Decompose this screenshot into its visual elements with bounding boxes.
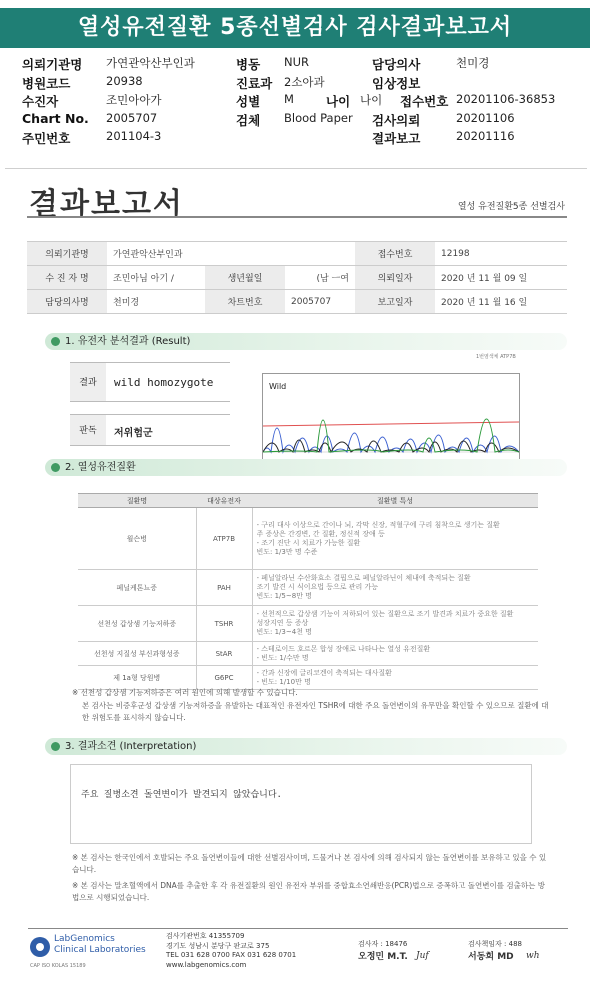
labgenomics-logo-icon (30, 937, 50, 957)
judgement-value: 저위험군 (114, 428, 153, 439)
chromatogram (262, 373, 520, 465)
result-key: 결과 (70, 363, 106, 401)
institution-value: 가연관악산부인과 (106, 56, 195, 70)
lab-logo-text (54, 934, 146, 956)
chromatogram-trace (263, 374, 519, 464)
disease-col-header: 질환명 (78, 494, 196, 508)
report-title-bar (0, 8, 590, 48)
technician-signature: Juf (416, 951, 429, 961)
dept-label: 진료과 (236, 75, 273, 91)
director-block (468, 939, 522, 962)
gene-name: PAH (196, 570, 252, 606)
cell-report-h: 보고일자 (355, 290, 435, 314)
cell-birth-v: (남 ㅡ여 (285, 266, 355, 290)
ward-value: NUR (284, 55, 310, 69)
cell-chart-v: 2005707 (285, 290, 355, 314)
technician-name: 오정민 M.T. (358, 952, 408, 962)
report-date-label: 결과보고 (372, 131, 421, 146)
chart-no-label: Chart No. (22, 110, 89, 126)
cell-request-v: 2020 년 11 월 09 일 (435, 266, 567, 290)
cell-birth-h: 생년월일 (205, 266, 285, 290)
interpretation-text: 주요 질병소견 돌연변이가 발견되지 않았습니다. (81, 790, 282, 800)
specimen-value: Blood Paper (284, 110, 353, 125)
lab-website: www.labgenomics.com (166, 960, 247, 969)
gene-name: StAR (196, 642, 252, 666)
section-result-header: 1. 유전자 분석결과 (Result) (45, 333, 567, 350)
chart-no-value: 2005707 (106, 110, 158, 125)
interpretation-box (70, 764, 532, 844)
cell-recipient-v: 조민아님 아기 / (107, 266, 205, 290)
lab-footer (28, 928, 568, 978)
report-sheet-subtitle: 열성 유전질환5종 선별검사 (457, 202, 565, 212)
ward-label: 병동 (236, 57, 261, 72)
footnote-screening: ※ 본 검사는 한국인에서 호발되는 주요 돌연변이들에 대한 선별검사이며, 드물거나 본 검사에 의해 검사되지 않는 돌연변이를 보유하고 있을 수 있습니다. (72, 853, 547, 874)
disease-traits: - 간과 신장에 글리코겐이 축적되는 대사질환 - 빈도: 1/10만 명 (252, 666, 538, 690)
disease-traits: - 선천적으로 갑상샘 기능이 저하되어 있는 질환으로 조기 발견과 치료가 중요한 질환 성장지연 등 증상 빈도: 1/3~4천 명 (252, 606, 538, 642)
technician-block (358, 939, 408, 962)
cell-institution-h: 의뢰기관명 (27, 242, 107, 266)
cell-doctor-h: 담당의사명 (27, 290, 107, 314)
cert-marks: CAP ISO KOLAS 15189 (30, 963, 86, 969)
age-label: 나이 (326, 94, 351, 109)
cell-doctor-v: 천미경 (107, 290, 205, 314)
logo-line2: Clinical Laboratories (54, 945, 146, 955)
institution-label: 의뢰기관명 (22, 57, 83, 72)
technician-label: 검사자 : 18476 (358, 940, 408, 948)
lab-reg-no: 검사기관번호 41355709 (166, 932, 245, 940)
patient-info-grid (22, 55, 582, 148)
lab-address (166, 932, 296, 970)
chromatogram-note: 1번염색체 ATP7B (476, 354, 516, 360)
disease-traits: - 스테로이드 호르몬 합성 장애로 나타나는 열성 유전질환 - 빈도: 1/수만 명 (252, 642, 538, 666)
cell-institution-v: 가연관악산부인과 (107, 242, 355, 266)
receipt-no-value: 20201106-36853 (456, 92, 556, 106)
gene-name: TSHR (196, 606, 252, 642)
patient-table (27, 241, 567, 314)
table-row (78, 570, 538, 606)
title-divider (27, 216, 567, 218)
disease-traits: - 구리 대사 이상으로 간이나 뇌, 각막 신장, 적혈구에 구리 침착으로 생기는 질환 주 증상은 간경변, 간 질환, 정신적 장애 등 - 조기 진단 시 치료가 가능한 질환 빈도: 1/3만 명 수준 (252, 508, 538, 570)
disease-name: 페닐케톤뇨증 (78, 570, 196, 606)
doctor-label: 담당의사 (372, 57, 421, 72)
logo-line1: LabGenomics (54, 934, 115, 944)
request-date-value: 20201106 (456, 110, 515, 125)
gene-name: G6PC (196, 666, 252, 690)
table-row (78, 508, 538, 570)
section-disease-header: 2. 열성유전질환 (45, 459, 567, 476)
disease-name: 선천성 지질성 부신과형성증 (78, 642, 196, 666)
footnote-method: ※ 본 검사는 말초혈액에서 DNA를 추출한 후 각 유전질환의 원인 유전자 부위를 중합효소연쇄반응(PCR)법으로 증폭하고 돌연변이를 검출하는 방법으로 시행되었습니다. (72, 881, 545, 902)
director-label: 검사책임자 : 488 (468, 940, 522, 948)
note-thyroid: ※ 선천성 갑상샘 기능저하증은 여러 원인에 의해 발생할 수 있습니다. (72, 688, 298, 697)
gene-name: ATP7B (196, 508, 252, 570)
rrn-value: 201104-3 (106, 129, 162, 143)
cell-receipt-h: 접수번호 (355, 242, 435, 266)
cell-receipt-v: 12198 (435, 242, 567, 266)
disease-traits: - 페닐알라닌 수산화효소 결핍으로 페닐알라닌이 체내에 축적되는 질환 조기 발견 시 식이요법 등으로 관리 가능 빈도: 1/5~8만 명 (252, 570, 538, 606)
sex-value: M (284, 92, 294, 106)
judgement-box (70, 414, 230, 446)
report-title: 열성유전질환 5종선별검사 검사결과보고서 (77, 15, 513, 40)
cell-chart-h: 차트번호 (205, 290, 285, 314)
cell-report-v: 2020 년 11 월 16 일 (435, 290, 567, 314)
recipient-label: 수진자 (22, 94, 59, 109)
gene-col-header: 대상유전자 (196, 494, 252, 508)
report-date-value: 20201116 (456, 129, 515, 143)
lab-phone: TEL 031 628 0700 FAX 031 628 0701 (166, 951, 297, 959)
hospital-code-label: 병원코드 (22, 75, 71, 91)
table-row (78, 606, 538, 642)
table-row (78, 642, 538, 666)
age-value: 나이 (360, 93, 383, 107)
disease-name: 선천성 갑상샘 기능저하증 (78, 606, 196, 642)
result-box (70, 362, 230, 402)
doctor-value: 천미경 (456, 56, 490, 70)
disease-table (78, 493, 538, 690)
table-row (78, 666, 538, 690)
report-sheet-title: 결과보고서 (29, 187, 184, 222)
dept-value: 2소아과 (284, 74, 325, 89)
director-name: 서동희 MD (468, 952, 514, 962)
judgement-key: 판독 (70, 415, 106, 445)
director-signature: wh (526, 951, 540, 961)
cell-request-h: 의뢰일자 (355, 266, 435, 290)
section-interpretation-header: 3. 결과소견 (Interpretation) (45, 738, 567, 755)
request-date-label: 검사의뢰 (372, 112, 421, 128)
result-value: wild homozygote (114, 376, 214, 389)
note-tshr: 본 검사는 비증후군성 갑상샘 기능저하증을 유발하는 대표적인 유전자인 TSHR에 대한 주요 돌연변이의 유무만을 확인할 수 있으므로 질환에 대한 위험도를 표시하지 않습니다. (82, 701, 549, 722)
lab-addr-line: 경기도 성남시 분당구 판교로 375 (166, 941, 270, 950)
cell-recipient-h: 수 진 자 명 (27, 266, 107, 290)
disease-name: 윌슨병 (78, 508, 196, 570)
disease-name: 제 1a형 당원병 (78, 666, 196, 690)
hospital-code-value: 20938 (106, 73, 143, 88)
rrn-label: 주민번호 (22, 131, 71, 146)
receipt-no-label: 접수번호 (400, 94, 449, 109)
specimen-label: 검체 (236, 112, 261, 128)
clinical-info-label: 임상정보 (372, 75, 421, 91)
recipient-value: 조민아아가 (106, 93, 162, 107)
chromatogram-label: Wild (269, 382, 287, 391)
sex-label: 성별 (236, 94, 261, 109)
traits-col-header: 질환별 특성 (252, 494, 538, 508)
